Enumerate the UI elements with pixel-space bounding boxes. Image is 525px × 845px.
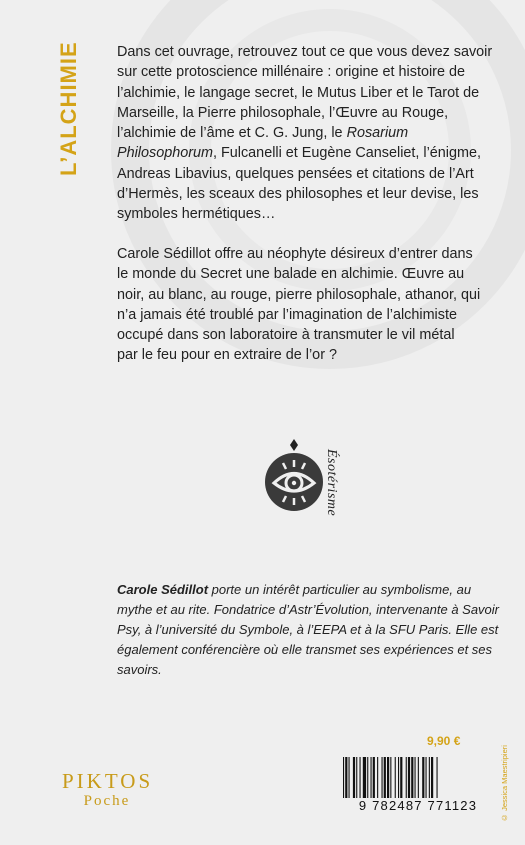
- text-line: Carole Sédillot offre au néophyte désireux d’entrer dans: [117, 246, 473, 262]
- italic-title: Philosophorum: [117, 145, 213, 162]
- text-line: l’alchimie, le langage secret, le Mutus Liber et le Tarot de: [117, 84, 480, 101]
- barcode-bar: [437, 757, 438, 799]
- barcode-bar: [411, 757, 413, 799]
- barcode-bar: [415, 757, 416, 799]
- description-paragraph-1: [117, 42, 497, 225]
- text-line: Andreas Libavius, quelques pensées et citations de l’Art: [117, 165, 474, 182]
- barcode-bar: [395, 757, 396, 799]
- photo-credit: © Jessica Maestripieri: [500, 745, 509, 823]
- barcode-bar: [343, 757, 344, 799]
- text-line: Marseille, la Pierre philosophale, l’Œuvre au Rouge,: [117, 104, 449, 121]
- barcode-bar: [371, 757, 372, 799]
- barcode-bar: [377, 757, 378, 799]
- author-name: Carole Sédillot: [117, 582, 209, 597]
- text-line: l’alchimie de l’âme et C. G. Jung, le Rosarium: [117, 125, 409, 142]
- text-line: d’Hermès, les sceaux des philosophes et leur devise, les: [117, 186, 479, 203]
- barcode-bar: [345, 757, 347, 799]
- barcode-bar: [353, 757, 355, 799]
- barcode-bar: [390, 757, 391, 799]
- isbn-number: 9 782487 771123: [339, 798, 497, 813]
- barcode-bar: [408, 757, 410, 799]
- text-line: occupé dans son laboratoire à transmuter le vil métal: [117, 327, 455, 344]
- barcode-bar: [382, 757, 383, 799]
- text-line: n’a jamais été troublé par l’imagination de l’alchimiste: [117, 306, 457, 323]
- text-line: Philosophorum, Fulcanelli et Eugène Canseliet, l’énigme,: [117, 145, 481, 162]
- italic-title: Rosarium: [346, 125, 409, 142]
- barcode-bar: [418, 757, 419, 799]
- barcode-bar: [367, 757, 368, 799]
- collection-label: Ésotérisme: [324, 449, 339, 517]
- spine-title: L’ALCHIMIE: [56, 41, 81, 176]
- description-paragraph-2: [117, 244, 497, 366]
- publisher-logo: [62, 770, 152, 820]
- barcode-bar: [422, 757, 424, 799]
- author-bio: [117, 580, 502, 680]
- text-line: sur cette protoscience millénaire : origine et histoire de: [117, 64, 465, 81]
- text-line: symboles hermétiques…: [117, 206, 276, 223]
- barcode-bar: [363, 757, 366, 799]
- text-line: le monde du Secret une balade en alchimie. Œuvre au: [117, 266, 465, 283]
- eye-icon: [262, 436, 362, 546]
- barcode-bar: [400, 757, 402, 799]
- publisher-logo-bottom: Poche: [83, 793, 131, 809]
- barcode-bar: [398, 757, 399, 799]
- price: 9,90 €: [427, 734, 461, 748]
- barcode-bar: [349, 757, 350, 799]
- barcode-bar: [373, 757, 375, 799]
- publisher-logo-top: PIKTOS: [62, 769, 154, 793]
- barcode-bar: [426, 757, 427, 799]
- author-bio-text: porte un intérêt particulier au symbolisme, au mythe et au rite. Fondatrice d’Astr’Évolution, intervenante à Savoir Psy, à l’université du Symbole, à l’EEPA et à la SFU Paris. Elle est également conférencière où elle transmet ses expériences et ses savoirs.: [117, 582, 500, 677]
- barcode-bar: [406, 757, 407, 799]
- barcode-bar: [429, 757, 430, 799]
- barcode-bar: [360, 757, 361, 799]
- text-line: noir, au blanc, au rouge, pierre philosophale, athanor, qui: [117, 286, 481, 303]
- barcode-bar: [384, 757, 386, 799]
- text-line: Dans cet ouvrage, retrouvez tout ce que vous devez savoir: [117, 44, 493, 60]
- barcode-bar: [387, 757, 389, 799]
- barcode-bar: [431, 757, 433, 799]
- text-line: par le feu pour en extraire de l’or ?: [117, 347, 337, 364]
- barcode-bar: [356, 757, 357, 799]
